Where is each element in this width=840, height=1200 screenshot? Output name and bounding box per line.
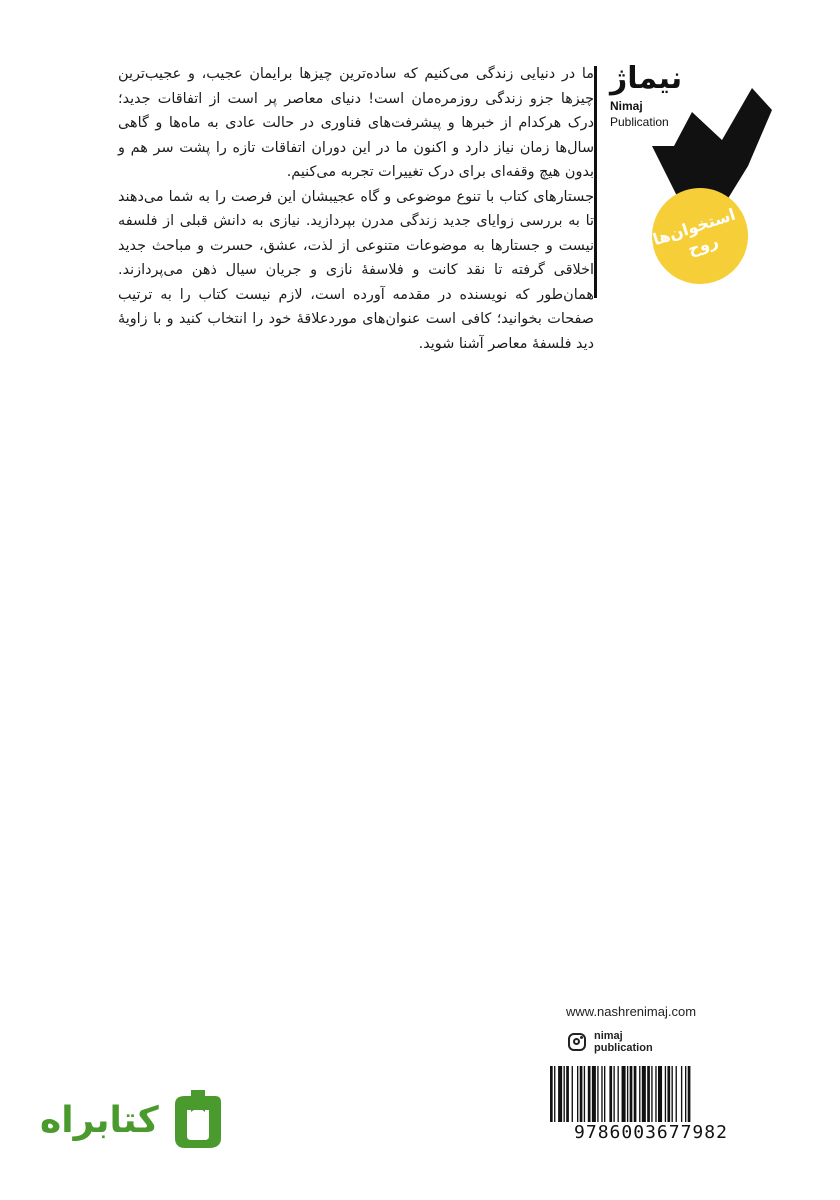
publisher-name-en: Nimaj [610,99,643,113]
barcode-bar [577,1066,578,1122]
barcode-bar [647,1066,650,1122]
isbn-barcode [548,1066,754,1148]
barcode-bar [592,1066,596,1122]
blurb-paragraph-2: جستارهای کتاب با تنوع موضوعی و گاه عجیبشان این فرصت را به شما می‌دهند تا به بررسی زوایای جدید زندگی مدرن بپردازید. نیازی به دانش قبلی از فلسفه نیست و جستارها به موضوعات متنوعی از لذت، عشق، حسرت و مباحث جدید اخلاقی گرفته تا نقد کانت و فلاسفهٔ نازی و جریان سیال ذهن می‌پردازند. همان‌طور که نویسنده در مقدمه آورده است، لازم نیست کتاب را به ترتیب صفحات بخوانید؛ کافی است عنوان‌های موردعلاقهٔ خود را انتخاب کنید و با زاویهٔ دید فلسفهٔ معاصر آشنا شوید. [118,188,594,352]
barcode-bar [584,1066,585,1122]
barcode-bar [609,1066,612,1122]
barcode-bar [597,1066,598,1122]
barcode-bar [564,1066,565,1122]
publisher-name-en-sub: Publication [610,115,669,129]
instagram-handle[interactable] [568,1030,653,1054]
barcode-bar [676,1066,677,1122]
barcode-bar [554,1066,555,1122]
barcode-bar [665,1066,666,1122]
barcode-bar [588,1066,591,1122]
barcode-bar [667,1066,670,1122]
barcode-bar [642,1066,646,1122]
store-bookmark-icon [165,1090,225,1152]
barcode-bar [604,1066,605,1122]
series-badge-text: استخوان‌های روح [636,204,738,259]
store-logo [40,1090,225,1152]
barcode-bar [672,1066,673,1122]
blurb-paragraph-1: ما در دنیایی زندگی می‌کنیم که ساده‌ترین چیزها برایمان عجیب، و عجیب‌ترین چیزها جزو زندگی روزمره‌مان است! دنیای معاصر پر است از اتفاقات جدید؛ درک هرکدام از خبرها و پیشرفت‌های فناوری در حالت عادی به ماه‌ها و گاهی سال‌ها زمان نیاز دارد و اکنون ما در این دوران اتفاقات تازه را پشت سر هم و بدون هیچ وقفه‌ای برای درک تغییرات تجربه می‌کنیم. [118,66,594,180]
barcode-bar [613,1066,614,1122]
blurb [118,62,594,356]
barcode-bar [651,1066,652,1122]
barcode-bar [658,1066,662,1122]
barcode-bar [630,1066,633,1122]
barcode-bar [558,1066,562,1122]
publisher-logo-fa: نیماژ [610,61,683,96]
instagram-line-2: publication [594,1042,653,1054]
instagram-icon [568,1033,586,1051]
barcode-bar [639,1066,640,1122]
barcode-bar [622,1066,626,1122]
instagram-line-1: nimaj [594,1030,623,1042]
barcode-bar [685,1066,686,1122]
barcode-bar [627,1066,628,1122]
barcode-bar [580,1066,583,1122]
barcode-bar [634,1066,637,1122]
barcode-bar [688,1066,691,1122]
barcode-bar [618,1066,619,1122]
isbn-digits: 9786003677982 [574,1122,728,1143]
barcode-bar [550,1066,553,1122]
publisher-website[interactable]: www.nashrenimaj.com [566,1004,697,1019]
barcode-bar [655,1066,656,1122]
barcode-bar [601,1066,602,1122]
barcode-bar [572,1066,573,1122]
barcode-bar [566,1066,569,1122]
barcode-bars [548,1066,754,1124]
publisher-divider [594,66,597,298]
store-name: کتابراه [40,1100,159,1141]
barcode-bar [681,1066,682,1122]
